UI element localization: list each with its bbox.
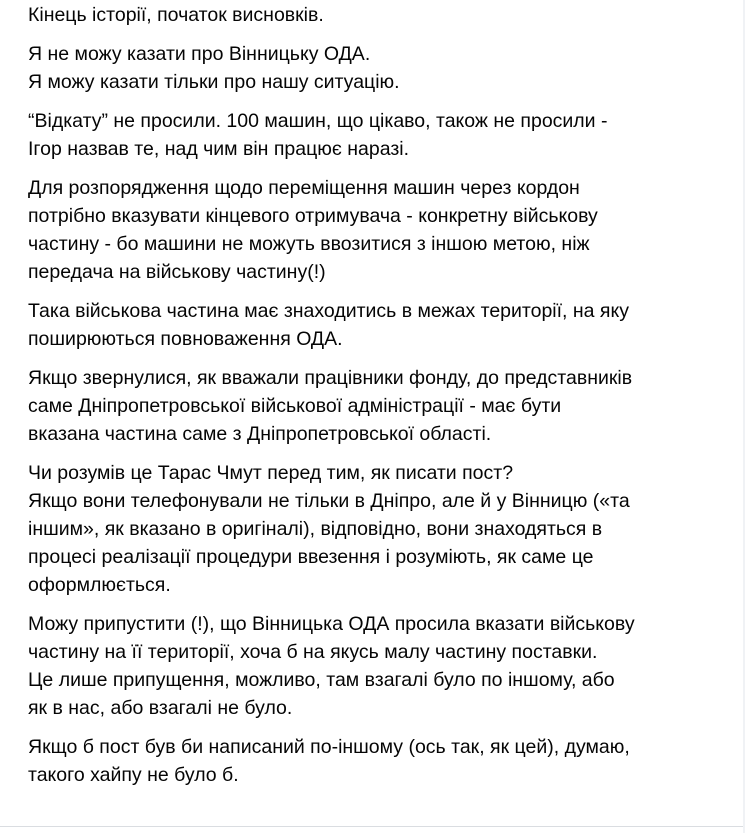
paragraph (28, 297, 725, 353)
text-line: як в нас, або взагалі не було. (28, 697, 293, 719)
text-line: “Відкату” не просили. 100 машин, що цікаво, також не просили - (28, 110, 608, 132)
paragraph (28, 733, 725, 789)
text-line: потрібно вказувати кінцевого отримувача - конкретну військову (28, 205, 598, 227)
text-line: передача на військову частину(!) (28, 261, 326, 283)
paragraph (28, 610, 725, 722)
text-line: Можу припустити (!), що Вінницька ОДА просила вказати військову (28, 613, 635, 635)
text-line: вказана частина саме з Дніпропетровської області. (28, 423, 492, 445)
text-line: такого хайпу не було б. (28, 764, 239, 786)
text-line: Якщо звернулися, як вважали працівники фонду, до представників (28, 367, 633, 389)
text-line: Чи розумів це Тарас Чмут перед тим, як писати пост? (28, 462, 514, 484)
paragraph (28, 1, 725, 29)
text-line: Якщо б пост був би написаний по-іншому (ось так, як цей), думаю, (28, 736, 630, 758)
text-line: Для розпорядження щодо переміщення машин через кордон (28, 177, 580, 199)
paragraph (28, 364, 725, 448)
text-line: іншим», як вказано в оригіналі), відповідно, вони знаходяться в (28, 518, 603, 540)
text-line: частину на її території, хоча б на якусь малу частину поставки. (28, 641, 598, 663)
text-line: Я можу казати тільки про нашу ситуацію. (28, 71, 400, 93)
text-line: Ігор назвав те, над чим він працює наразі. (28, 138, 410, 160)
text-line: процесі реалізації процедури ввезення і розуміють, як саме це (28, 546, 594, 568)
text-line: Така військова частина має знаходитись в межах території, на яку (28, 300, 629, 322)
paragraph (28, 459, 725, 599)
text-line: оформлюється. (28, 574, 171, 596)
text-line: Це лише припущення, можливо, там взагалі було по іншому, або (28, 669, 615, 691)
text-line: поширюються повноваження ОДА. (28, 328, 343, 350)
paragraph (28, 107, 725, 163)
bottom-cutoff-fade (0, 813, 745, 833)
text-line: Я не можу казати про Вінницьку ОДА. (28, 43, 371, 65)
text-line: Кінець історії, початок висновків. (28, 4, 324, 26)
text-line: Якщо вони телефонували не тільки в Дніпро, але й у Вінницю («та (28, 490, 630, 512)
paragraph (28, 174, 725, 286)
text-line: саме Дніпропетровської військової адміністрації - має бути (28, 395, 562, 417)
text-line: частину - бо машини не можуть ввозитися з іншою метою, ніж (28, 233, 590, 255)
paragraph (28, 40, 725, 96)
